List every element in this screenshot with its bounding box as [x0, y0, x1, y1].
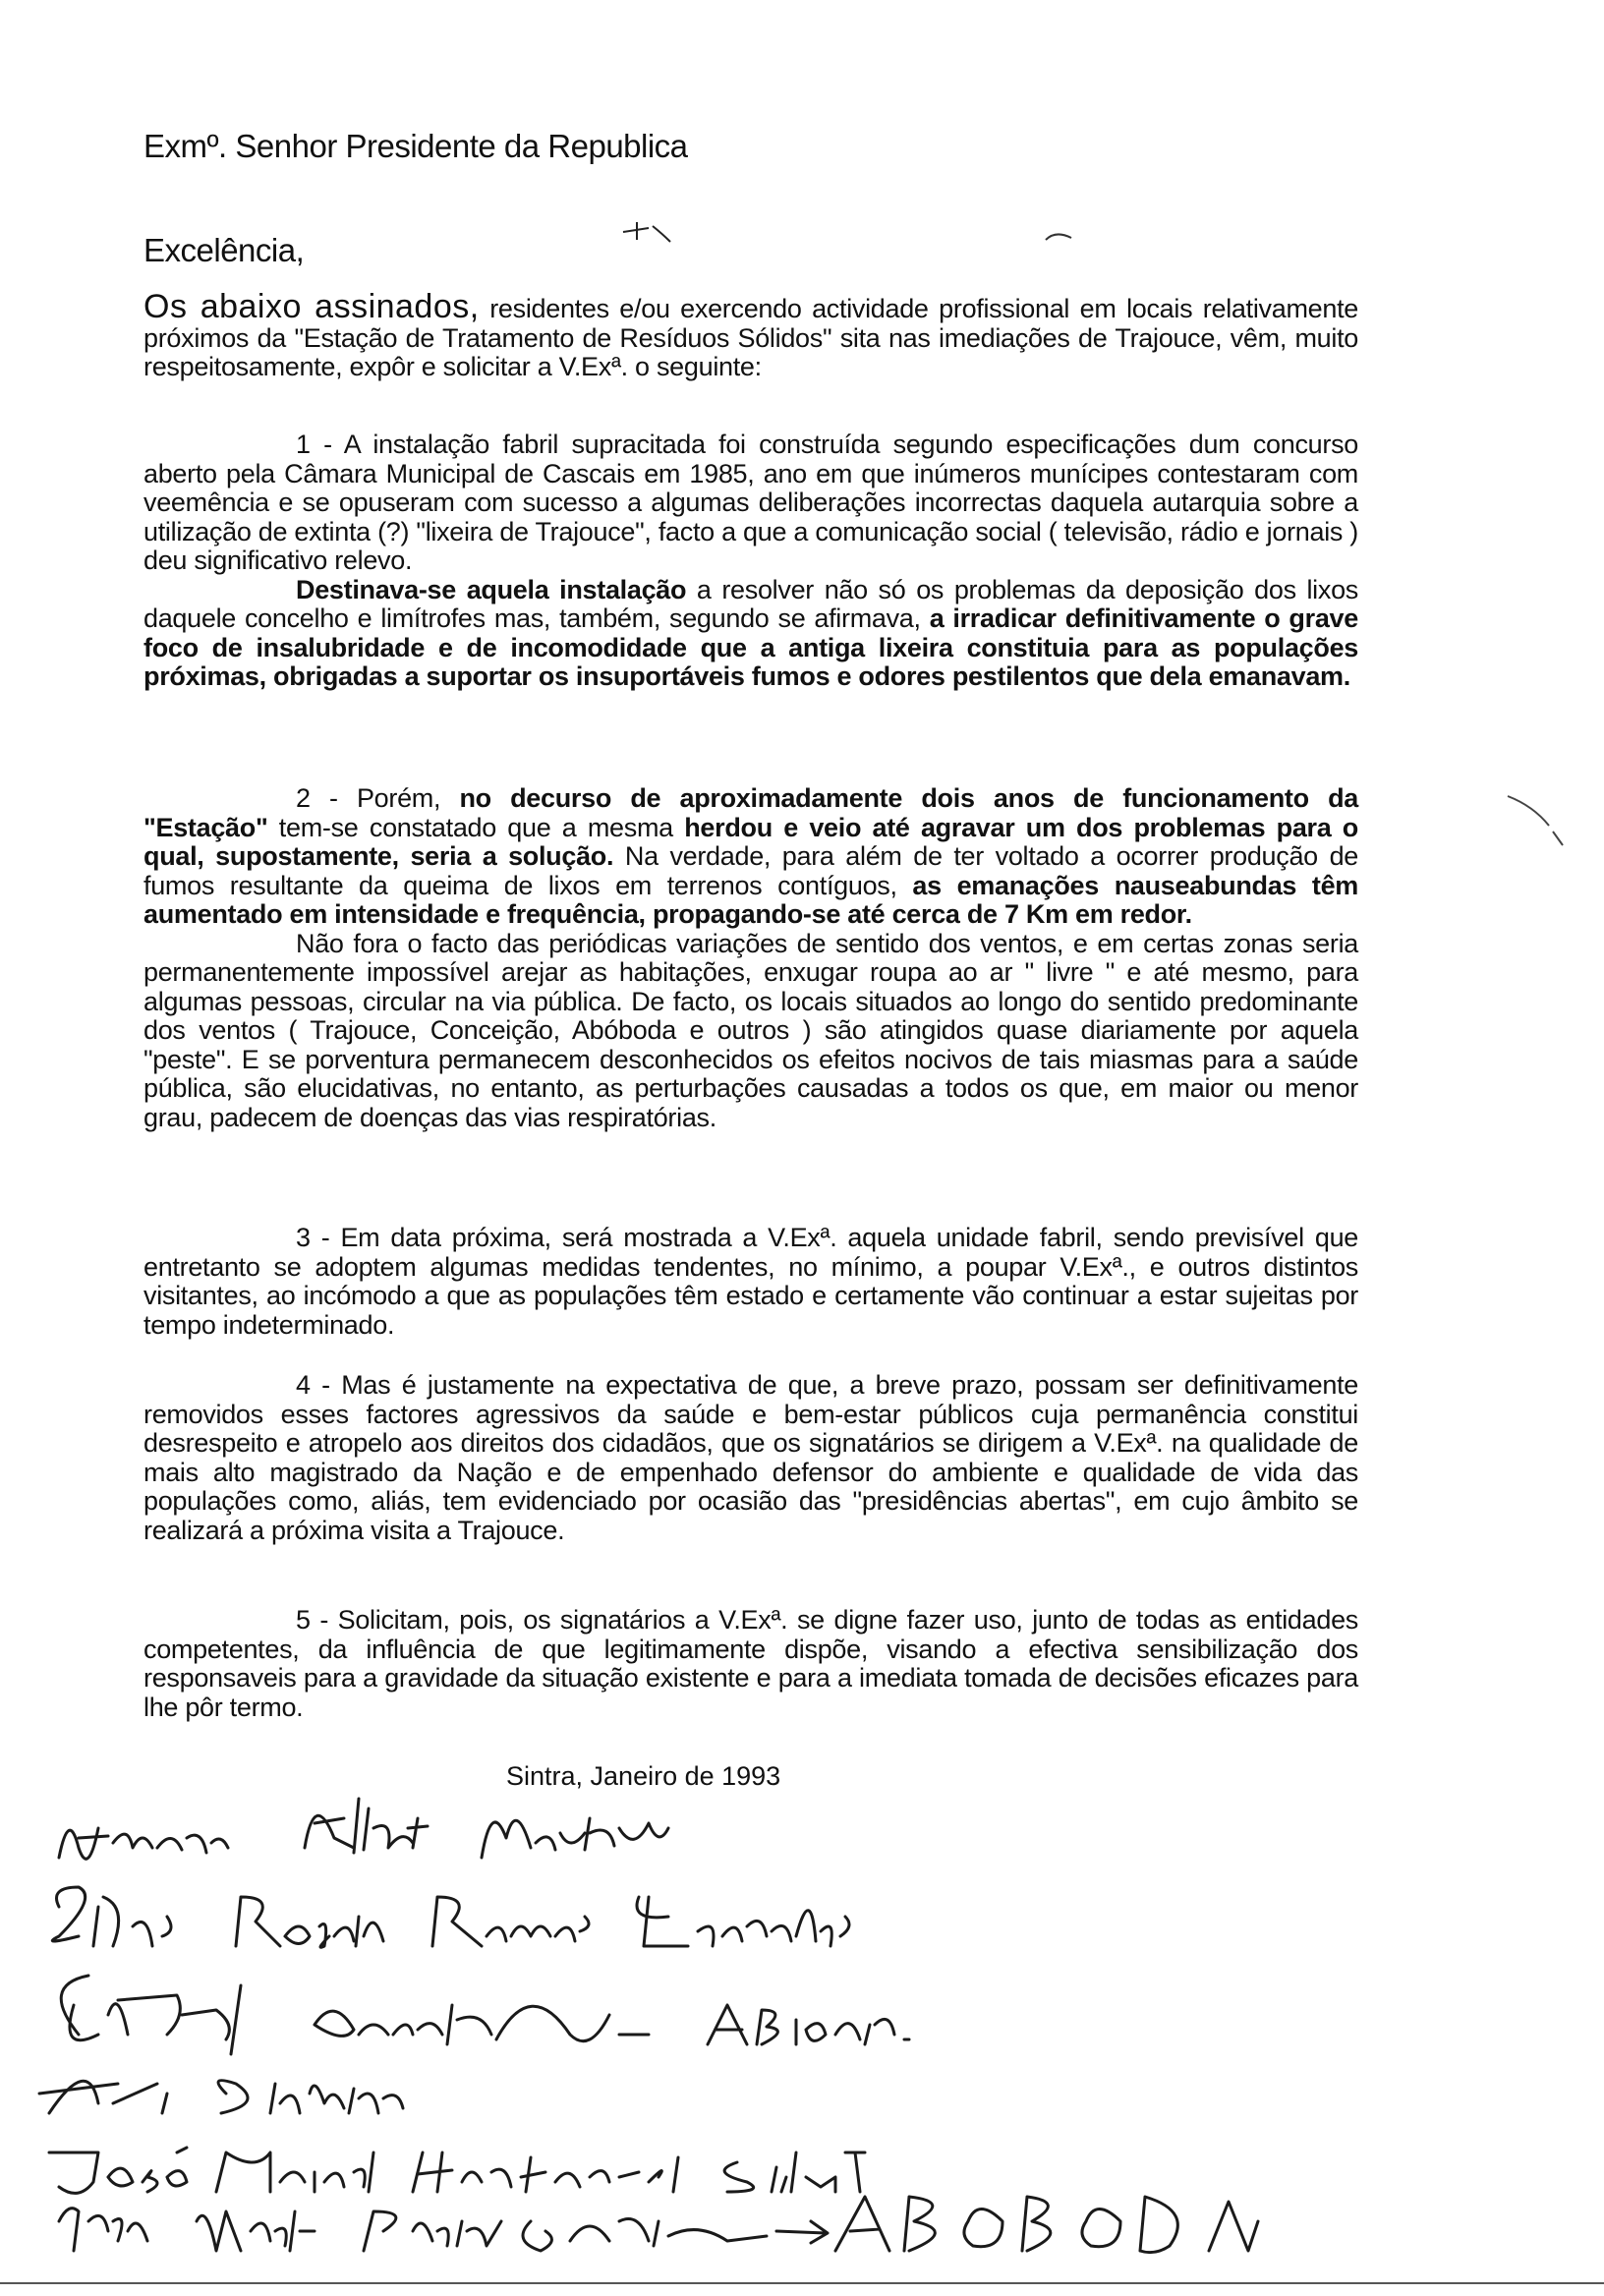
p2-text2: tem-se constatado que a mesma [267, 812, 685, 842]
paragraph-1b [143, 576, 1358, 692]
signature-1 [59, 1799, 668, 1859]
paragraph-5-text: 5 - Solicitam, pois, os signatários a V.Exª. se digne fazer uso, junto de todas as entidades competentes, da influência de que legitimamente dispõe, visando a efectiva sensibilização dos responsaveis para a gravidade da situação existente e para a imediata tomada de decisões eficazes para lhe pôr termo. [143, 1605, 1358, 1722]
paragraph-4 [143, 1371, 1358, 1545]
p1b-bold1: Destinava-se aquela instalação [296, 574, 687, 604]
paragraph-3 [143, 1224, 1358, 1340]
signature-4 [39, 2081, 403, 2113]
signature-2 [52, 1887, 849, 1947]
stray-mark [1042, 226, 1081, 246]
signature-3 [61, 1976, 909, 2054]
greeting: Excelência, [143, 232, 305, 268]
signatures-block [20, 1789, 1297, 2261]
paragraph-2a [143, 784, 1358, 930]
paragraph-1 [143, 430, 1358, 692]
p2-text1: 2 - Porém, [296, 783, 460, 813]
signature-6 [59, 2197, 1258, 2253]
paragraph-4-text: 4 - Mas é justamente na expectativa de que, a breve prazo, possam ser definitivamente removidos esses factores agressivos da saúde e bem-estar públicos cuja permanência constitui desrespeito e atropelo aos direitos dos cidadãos, que os signatários se dirigem a V.Exª. na qualidade de mais alto magistrado da Nação e de empenhado defensor do ambiente e qualidade de vida das populações como, aliás, tem evidenciado por ocasião das "presidências abertas", em cujo âmbito se realizará a próxima visita a Trajouce. [143, 1370, 1358, 1545]
paragraph-3-text: 3 - Em data próxima, será mostrada a V.Exª. aquela unidade fabril, sendo previsível que entretanto se adoptem algumas medidas tendentes, no mínimo, a poupar V.Exª., e outros distintos visitantes, ao incómodo a que as populações têm estado e certamente vão continuar a estar sujeitas por tempo indeterminado. [143, 1223, 1358, 1340]
intro-paragraph [143, 288, 1358, 382]
stray-mark [1504, 786, 1573, 855]
p2-bold1: no decurso de aproximadamente dois anos de funcionamento da "Estação" [143, 783, 1358, 842]
page-bottom-edge [0, 2282, 1604, 2284]
signature-5 [49, 2148, 865, 2193]
paragraph-5 [143, 1606, 1358, 1722]
p2-bold3: as emanações nauseabundas têm aumentado em intensidade e frequência, propagando-se até cerca de 7 Km em redor. [143, 870, 1358, 929]
p2-bold2: herdou e veio até agravar um dos problemas para o qual, supostamente, seria a solução. [143, 812, 1358, 871]
paragraph-1-text: 1 - A instalação fabril supracitada foi construída segundo especificações dum concurso aberto pela Câmara Municipal de Cascais em 1985, ano em que inúmeros munícipes contestaram com veemência e se opuseram com sucesso a algumas deliberações incorrectas daquela autarquia sobre a utilização de extinta (?) "lixeira de Trajouce", facto a que a comunicação social ( televisão, rádio e jornais ) deu significativo relevo. [143, 430, 1358, 575]
p1b-text1: a resolver não só os problemas da deposição dos lixos daquele concelho e limítrofes mas, também, segundo se afirmava, [143, 574, 1358, 633]
addressee: Exmº. Senhor Presidente da Republica [143, 128, 688, 164]
p2-text3: Na verdade, para além de ter voltado a ocorrer produção de fumos resultante da queima de lixos em terrenos contíguos, [143, 841, 1358, 900]
place-date: Sintra, Janeiro de 1993 [506, 1761, 781, 1791]
stray-mark [619, 218, 678, 248]
paragraph-2 [143, 784, 1358, 1132]
intro-lead: Os abaixo assinados, [143, 288, 480, 325]
paragraph-2b: Não fora o facto das periódicas variações de sentido dos ventos, e em certas zonas seria permanentemente impossível arejar as habitações, enxugar roupa ao ar " livre " e até mesmo, para algumas pessoas, circular na via pública. De facto, os locais situados ao longo do sentido predominante dos ventos ( Trajouce, Conceição, Abóboda e outros ) são atingidos quase diariamente por aquela "peste". E se porventura permanecem desconhecidos os efeitos nocivos de tais miasmas para a saúde pública, são elucidativas, no entanto, as perturbações causadas a todos os que, em maior ou menor grau, padecem de doenças das vias respiratórias. [143, 928, 1358, 1132]
intro-rest: residentes e/ou exercendo actividade profissional em locais relativamente próximos da "Estação de Tratamento de Resíduos Sólidos" sita nas imediações de Trajouce, vêm, muito respeitosamente, expôr e solicitar a V.Exª. o seguinte: [143, 294, 1358, 381]
p1b-bold2: a irradicar definitivamente o grave foco de insalubridade e de incomodidade que a antiga lixeira constituia para as populações próximas, obrigadas a suportar os insuportáveis fumos e odores pestilentos que dela emanavam. [143, 603, 1358, 691]
